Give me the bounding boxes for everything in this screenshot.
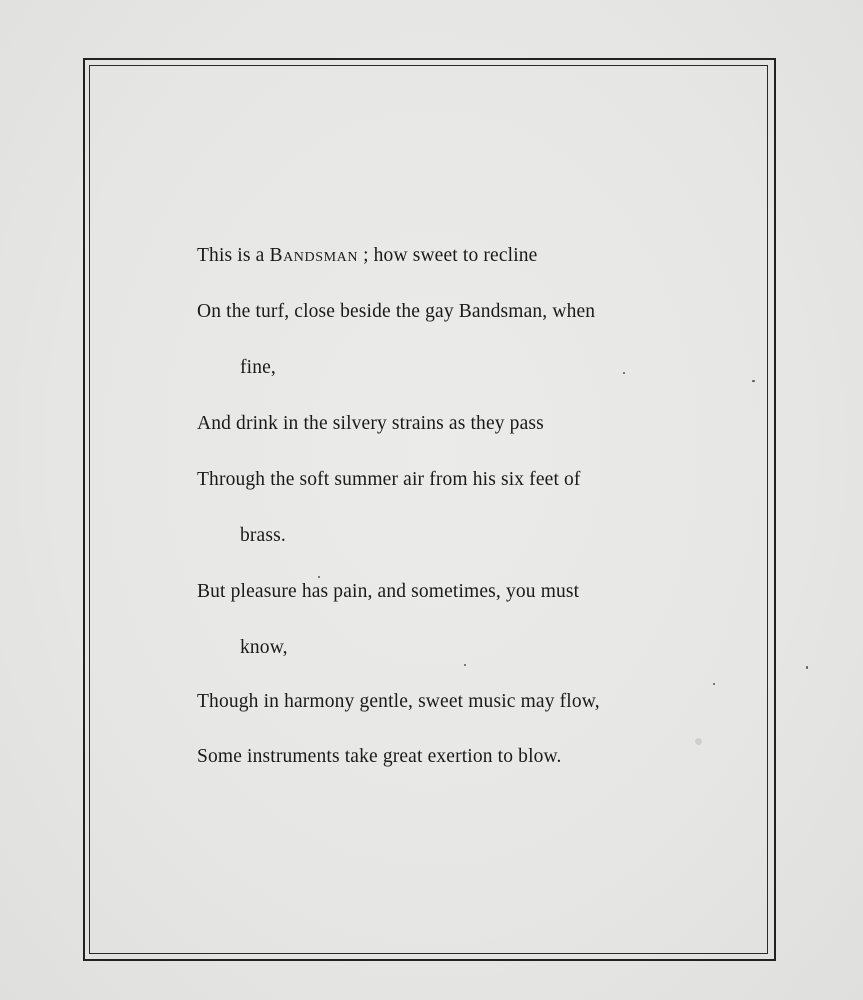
verse-line-9: Though in harmony gentle, sweet music may flow, (197, 691, 600, 712)
paper-speck (318, 576, 320, 578)
inner-border-frame (89, 65, 768, 954)
verse-line-1-end: ; how sweet to recline (363, 245, 538, 266)
verse-line-1 (197, 246, 537, 266)
verse-line-7: But pleasure has pain, and sometimes, you must (197, 581, 580, 602)
verse-line-6: brass. (240, 525, 286, 546)
verse-line-10: Some instruments take great exertion to blow. (197, 746, 562, 767)
verse-line-3: fine, (240, 357, 276, 378)
bandsman-small-caps: Bandsman (269, 245, 359, 266)
paper-speck (806, 666, 808, 669)
paper-speck (695, 738, 702, 745)
verse-line-4: And drink in the silvery strains as they pass (197, 413, 544, 434)
paper-speck (752, 380, 755, 382)
verse-line-5: Through the soft summer air from his six feet of (197, 469, 581, 490)
verse-line-8: know, (240, 637, 288, 658)
verse-line-1-start: This is a (197, 245, 270, 266)
paper-speck (713, 683, 715, 685)
paper-speck (623, 372, 625, 374)
verse-line-2: On the turf, close beside the gay Bandsman, when (197, 301, 596, 322)
paper-speck (464, 664, 466, 666)
